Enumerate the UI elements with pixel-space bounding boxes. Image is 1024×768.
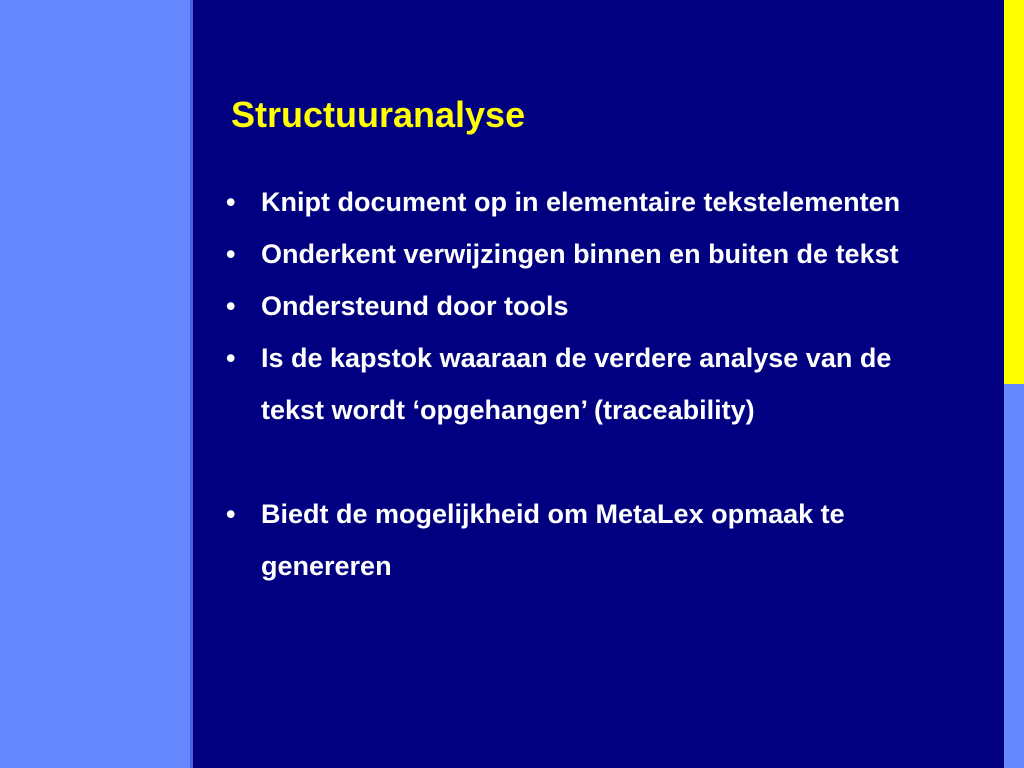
bullet-item [222, 488, 942, 592]
left-decor-bar [0, 0, 192, 768]
bullet-text: Biedt de mogelijkheid om MetaLex opmaak te genereren [261, 499, 845, 581]
bullet-dot-icon: • [226, 499, 236, 529]
bullet-dot-icon: • [226, 291, 236, 321]
bullet-list [222, 176, 942, 592]
bullet-dot-icon: • [226, 187, 236, 217]
bullet-item [222, 228, 942, 280]
bullet-text: Ondersteund door tools [261, 291, 569, 321]
right-decor-bar-blue [1004, 384, 1024, 768]
bullet-item [222, 332, 942, 436]
bullet-text: Onderkent verwijzingen binnen en buiten de tekst [261, 239, 899, 269]
bullet-item [222, 176, 942, 228]
bullet-text: Is de kapstok waaraan de verdere analyse van de tekst wordt ‘opgehangen’ (traceability) [261, 343, 892, 425]
slide-title: Structuuranalyse [231, 94, 526, 135]
bullet-dot-icon: • [226, 343, 236, 373]
bullet-item [222, 280, 942, 332]
bullet-text: Knipt document op in elementaire tekstelementen [261, 187, 901, 217]
list-spacer [222, 436, 942, 488]
right-decor-bar-yellow [1004, 0, 1024, 384]
bullet-dot-icon: • [226, 239, 236, 269]
